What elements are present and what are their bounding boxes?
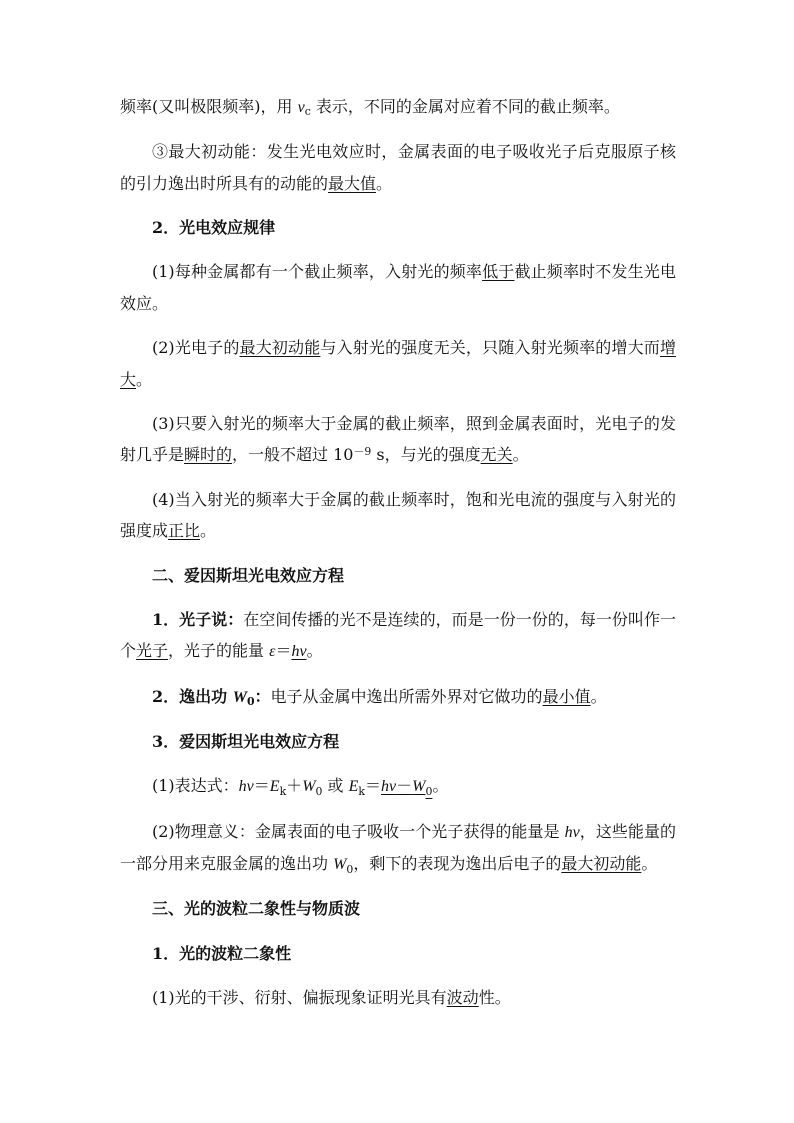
text-run: ③最大初动能：发生光电效应时，金属表面的电子吸收光子后克服原子核的引力逸出时所具有的动能的: [120, 142, 676, 193]
text-run: 频率(又叫极限频率)，用: [120, 97, 298, 116]
section-heading: [120, 560, 676, 592]
text-run: 截止频率时不发生光电效应。: [120, 262, 676, 313]
text-run: 在空间传播的光不是连续的，而是一份一份的，每一份叫作一个: [120, 609, 676, 661]
math-symbol: hν: [238, 778, 254, 796]
paragraph: [120, 681, 676, 714]
paragraph: [120, 332, 676, 395]
section-heading: [120, 726, 676, 758]
text-run: ＝: [275, 641, 292, 661]
text-run: (1)每种金属都有一个截止频率，入射光的频率: [152, 262, 483, 282]
underlined-answer: 最小值: [542, 686, 591, 706]
text-run: 。: [641, 854, 658, 874]
subscript: 0: [246, 695, 255, 709]
subscript: c: [304, 105, 311, 119]
math-symbol: E: [348, 778, 359, 796]
underlined-answer: 增大: [120, 338, 676, 389]
underlined-answer: 最大初动能: [561, 854, 642, 874]
text-run: 2．光电效应规律: [152, 218, 276, 238]
text-run: 。: [376, 173, 393, 193]
page-content: [120, 91, 676, 1026]
text-run: (2)物理意义：金属表面的电子吸收一个光子获得的能量是: [152, 821, 565, 841]
text-run: 。: [512, 445, 529, 465]
underlined-answer: 低于: [482, 262, 515, 282]
underlined-answer: －: [396, 776, 413, 796]
underlined-answer: 无关: [480, 445, 513, 465]
paragraph: [120, 604, 676, 668]
bold-term: 2．逸出功: [152, 686, 233, 706]
math-symbol: hν: [564, 823, 580, 841]
subscript: 0: [346, 862, 354, 876]
text-run: 。: [590, 686, 607, 706]
paragraph: [120, 408, 676, 471]
text-run: 3．爱因斯坦光电效应方程: [152, 731, 340, 751]
text-run: 或: [322, 776, 349, 796]
paragraph: [120, 982, 676, 1014]
bold-term: ：: [254, 686, 271, 706]
underlined-answer: W: [412, 778, 426, 796]
paragraph-continued: [120, 91, 676, 124]
underlined-answer: 正比: [168, 521, 201, 541]
text-run: 。: [136, 369, 153, 389]
text-run: 表示，不同的金属对应着不同的截止频率。: [310, 97, 620, 116]
underlined-answer: 最大初动能: [239, 338, 321, 358]
text-run: 与入射光的强度无关，只随入射光频率的增大而: [320, 338, 660, 358]
text-run: 性。: [478, 987, 511, 1007]
text-run: 。: [306, 641, 323, 661]
text-run: ＋: [286, 776, 303, 796]
bold-term: 1．光子说：: [152, 609, 244, 629]
text-run: 二、爱因斯坦光电效应方程: [152, 565, 345, 585]
text-run: ＝: [365, 776, 382, 796]
text-run: (4)当入射光的频率大于金属的截止频率时，饱和光电流的强度与入射光的强度成: [120, 489, 676, 541]
text-run: (1)光的干涉、衍射、偏振现象证明光具有: [152, 987, 447, 1007]
text-run: ，剩下的表现为逸出后电子的: [353, 854, 562, 874]
underlined-answer: 最大值: [328, 173, 377, 193]
text-run: ＝: [253, 776, 270, 796]
text-run: (3)只要入射光的频率大于金属的截止频率，照到金属表面时，光电子的发射几乎是: [120, 413, 676, 465]
text-run: ，一般不超过 10: [232, 445, 354, 465]
underlined-answer: 0: [425, 784, 433, 798]
paragraph: [120, 136, 676, 199]
underlined-answer: hν: [291, 643, 307, 661]
text-run: (2)光电子的: [152, 338, 240, 358]
paragraph: [120, 256, 676, 319]
superscript: －9: [353, 444, 372, 458]
text-run: 电子从金属中逸出所需外界对它做功的: [270, 686, 543, 706]
math-symbol: W: [333, 856, 347, 874]
section-heading: [120, 893, 676, 925]
text-run: 。: [432, 776, 449, 796]
math-symbol: W: [302, 778, 316, 796]
underlined-answer: 波动: [446, 987, 479, 1007]
underlined-answer: hν: [381, 778, 397, 796]
math-symbol: ν: [297, 99, 305, 116]
text-run: ，这些能量的一部分用来克服金属的逸出功: [120, 821, 676, 874]
underlined-answer: 光子: [136, 641, 169, 661]
text-run: (1)表达式：: [152, 776, 239, 796]
text-run: 。: [200, 521, 217, 541]
math-symbol: E: [269, 778, 280, 796]
math-symbol: W: [232, 688, 247, 706]
paragraph: [120, 484, 676, 547]
paragraph: [120, 770, 676, 803]
section-heading: [120, 212, 676, 244]
subscript: 0: [315, 784, 323, 798]
text-run: s，与光的强度: [371, 445, 481, 465]
section-heading: [120, 938, 676, 970]
text-run: ，光子的能量: [168, 641, 270, 661]
math-symbol: ε: [269, 643, 276, 661]
text-run: 三、光的波粒二象性与物质波: [152, 899, 361, 919]
paragraph: [120, 816, 676, 881]
underlined-answer: 瞬时的: [184, 445, 233, 465]
subscript: k: [358, 784, 365, 798]
text-run: 1．光的波粒二象性: [152, 943, 292, 963]
subscript: k: [279, 784, 287, 798]
